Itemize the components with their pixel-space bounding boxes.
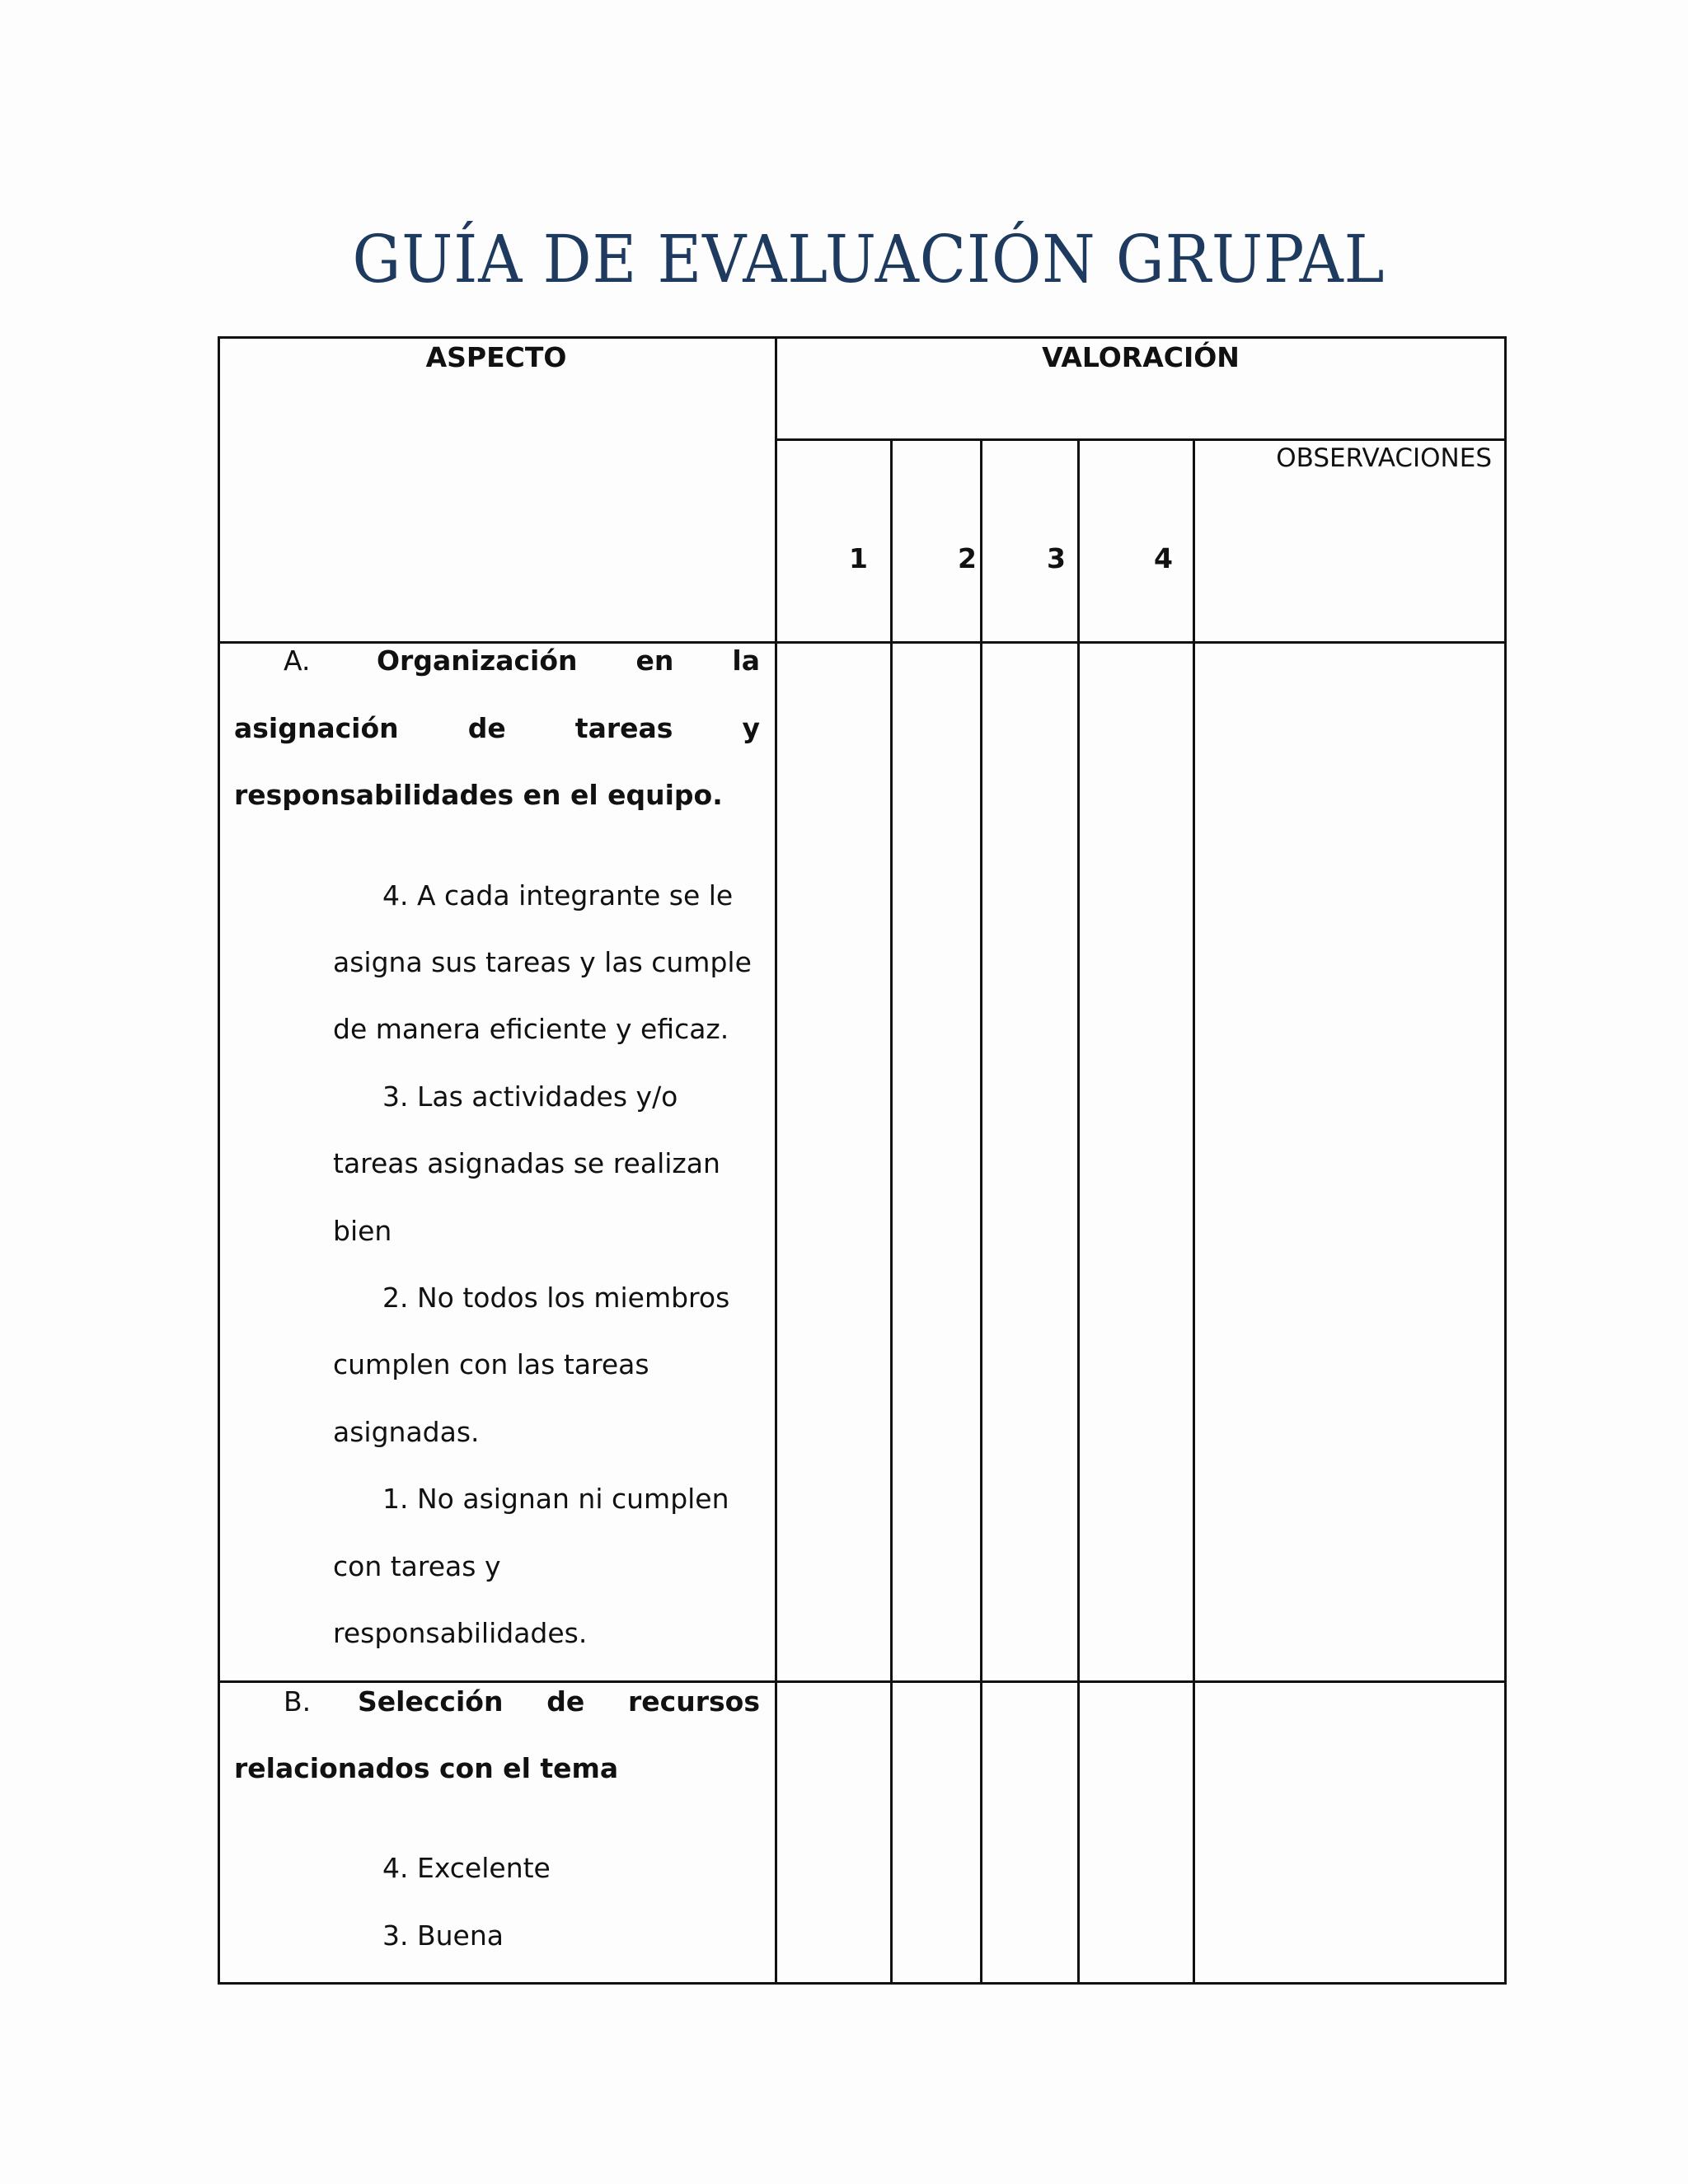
score-col-4-divider <box>1193 438 1195 1985</box>
section-a-item-3-line2: tareas asignadas se realizan <box>333 1147 720 1179</box>
section-a-item-1-line1: 1. No asignan ni cumplen <box>382 1483 729 1515</box>
section-a-item-4-line1: 4. A cada integrante se le <box>382 879 734 912</box>
score-col-1-divider <box>890 438 893 1985</box>
valoracion-header: VALORACIÓN <box>1042 341 1240 373</box>
section-a-item-2-line3: asignadas. <box>333 1416 480 1448</box>
page-title: GUÍA DE EVALUACIÓN GRUPAL <box>352 221 1386 298</box>
section-a-heading-line2: asignación de tareas y <box>234 712 760 744</box>
section-b-heading-line2: relacionados con el tema <box>234 1752 619 1784</box>
section-a-heading-line1: Organización en la <box>377 644 760 677</box>
section-a-item-3-line3: bien <box>333 1215 392 1247</box>
section-a-bottom-border <box>218 1680 1507 1683</box>
section-a-item-2-line1: 2. No todos los miembros <box>382 1282 730 1314</box>
score-col-2-divider <box>980 438 982 1985</box>
section-a-item-1-line2: con tareas y <box>333 1550 501 1582</box>
observaciones-header: OBSERVACIONES <box>1276 443 1492 473</box>
section-a-letter: A. <box>284 644 311 677</box>
section-a-item-1-line3: responsabilidades. <box>333 1617 588 1649</box>
aspecto-header: ASPECTO <box>425 341 567 373</box>
section-a-item-4-line3: de manera eficiente y eficaz. <box>333 1013 729 1045</box>
aspecto-divider <box>775 336 777 1985</box>
table-border-bottom <box>218 1982 1507 1985</box>
section-b-letter: B. <box>284 1685 312 1718</box>
score-col-3-divider <box>1077 438 1080 1985</box>
section-b-item-4: 4. Excelente <box>382 1852 551 1884</box>
score-header-2: 2 <box>958 542 977 574</box>
header-bottom-border <box>218 641 1507 644</box>
table-border-right <box>1504 336 1507 1985</box>
section-a-heading-line3: responsabilidades en el equipo. <box>234 779 723 811</box>
table-border-top <box>218 336 1507 339</box>
score-header-4: 4 <box>1154 542 1173 574</box>
section-b-heading-line1: Selección de recursos <box>358 1685 760 1718</box>
table-border-left <box>218 336 220 1985</box>
section-a-item-4-line2: asigna sus tareas y las cumple <box>333 946 752 978</box>
section-b-item-3: 3. Buena <box>382 1919 504 1952</box>
section-a-item-2-line2: cumplen con las tareas <box>333 1348 649 1380</box>
valoracion-divider <box>775 438 1507 441</box>
score-header-3: 3 <box>1047 542 1066 574</box>
score-header-1: 1 <box>849 542 868 574</box>
section-a-item-3-line1: 3. Las actividades y/o <box>382 1080 678 1113</box>
